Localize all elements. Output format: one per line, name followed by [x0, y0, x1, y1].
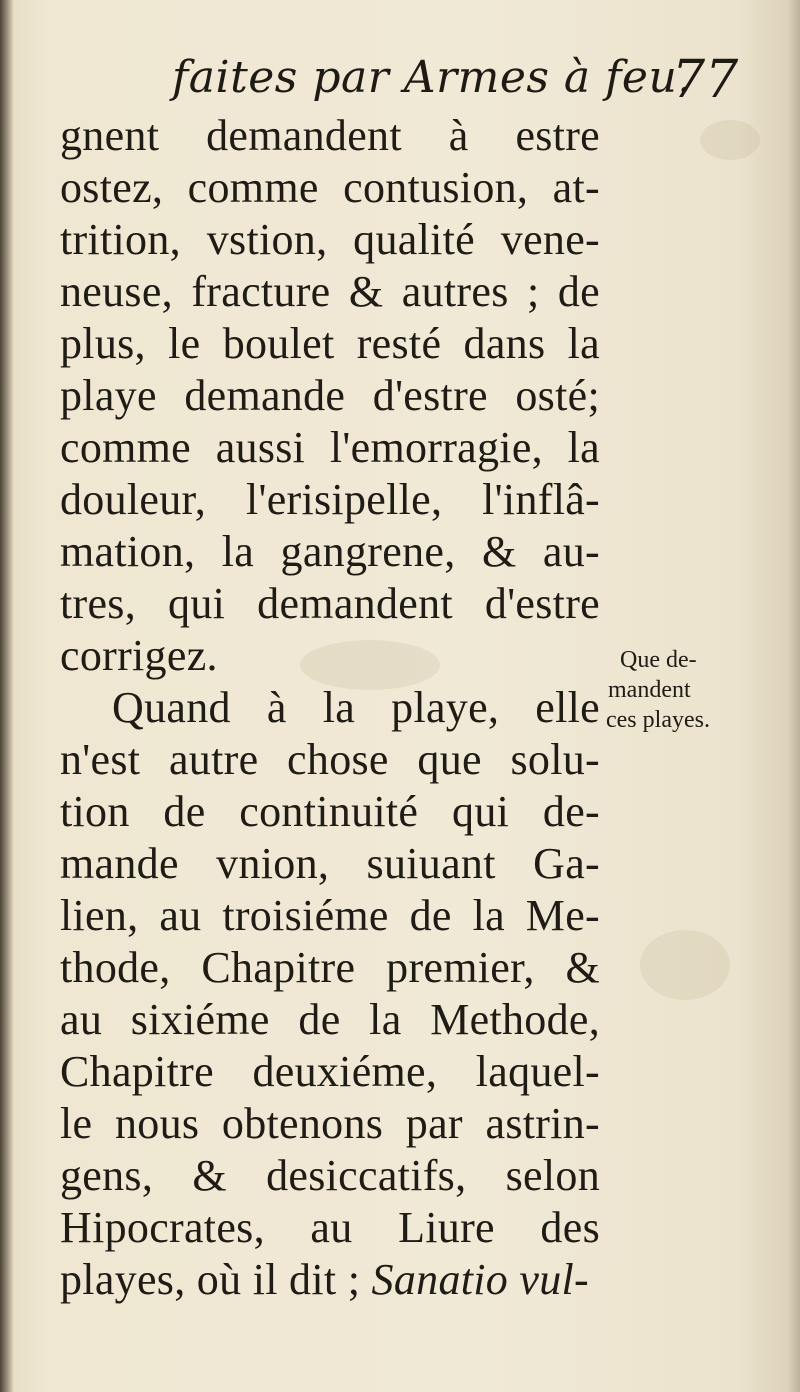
text-line: n'est autre chose que solu-: [60, 735, 600, 784]
text-line-last: [60, 1254, 600, 1306]
page-gutter-shadow: [0, 0, 14, 1392]
text-line: tres, qui demandent d'estre: [60, 579, 600, 628]
page-header: [60, 50, 760, 110]
text-line: mation, la gangrene, & au-: [60, 527, 600, 576]
margin-note: [606, 645, 796, 735]
text-line: le nous obtenons par astrin-: [60, 1099, 600, 1148]
margin-note-line: ces playes.: [606, 707, 710, 733]
text-line: trition, vstion, qualité vene-: [60, 215, 600, 264]
paragraph-start-line: Quand à la playe, elle: [112, 683, 600, 732]
text-line: corrigez.: [60, 631, 218, 680]
text-line: douleur, l'erisipelle, l'inflâ-: [60, 475, 600, 524]
text-line: Chapitre deuxiéme, laquel-: [60, 1047, 600, 1096]
text-line: plus, le boulet resté dans la: [60, 319, 600, 368]
text-line: mande vnion, suiuant Ga-: [60, 839, 600, 888]
text-line: neuse, fracture & autres ; de: [60, 267, 600, 316]
text-line-roman: playes, où il dit ;: [60, 1255, 361, 1304]
text-line: comme aussi l'emorragie, la: [60, 423, 600, 472]
text-line: gens, & desiccatifs, selon: [60, 1151, 600, 1200]
text-line: gnent demandent à estre: [60, 111, 600, 160]
text-line-italic: Sanatio vul-: [371, 1255, 590, 1304]
text-line: lien, au troisiéme de la Me-: [60, 891, 600, 940]
body-text: [60, 110, 600, 1306]
text-line: thode, Chapitre premier, &: [60, 943, 600, 992]
running-title: faites par Armes à feu.: [172, 52, 692, 103]
paper-stain: [640, 930, 730, 1000]
paper-stain: [700, 120, 760, 160]
text-line: Hipocrates, au Liure des: [60, 1203, 600, 1252]
text-line: tion de continuité qui de-: [60, 787, 600, 836]
text-line: playe demande d'estre osté;: [60, 371, 600, 420]
page-number: 77: [672, 50, 739, 110]
text-line: au sixiéme de la Methode,: [60, 995, 600, 1044]
margin-note-line: mandent: [608, 677, 691, 703]
margin-note-line: Que de-: [620, 647, 697, 673]
text-line: ostez, comme contusion, at-: [60, 163, 600, 212]
